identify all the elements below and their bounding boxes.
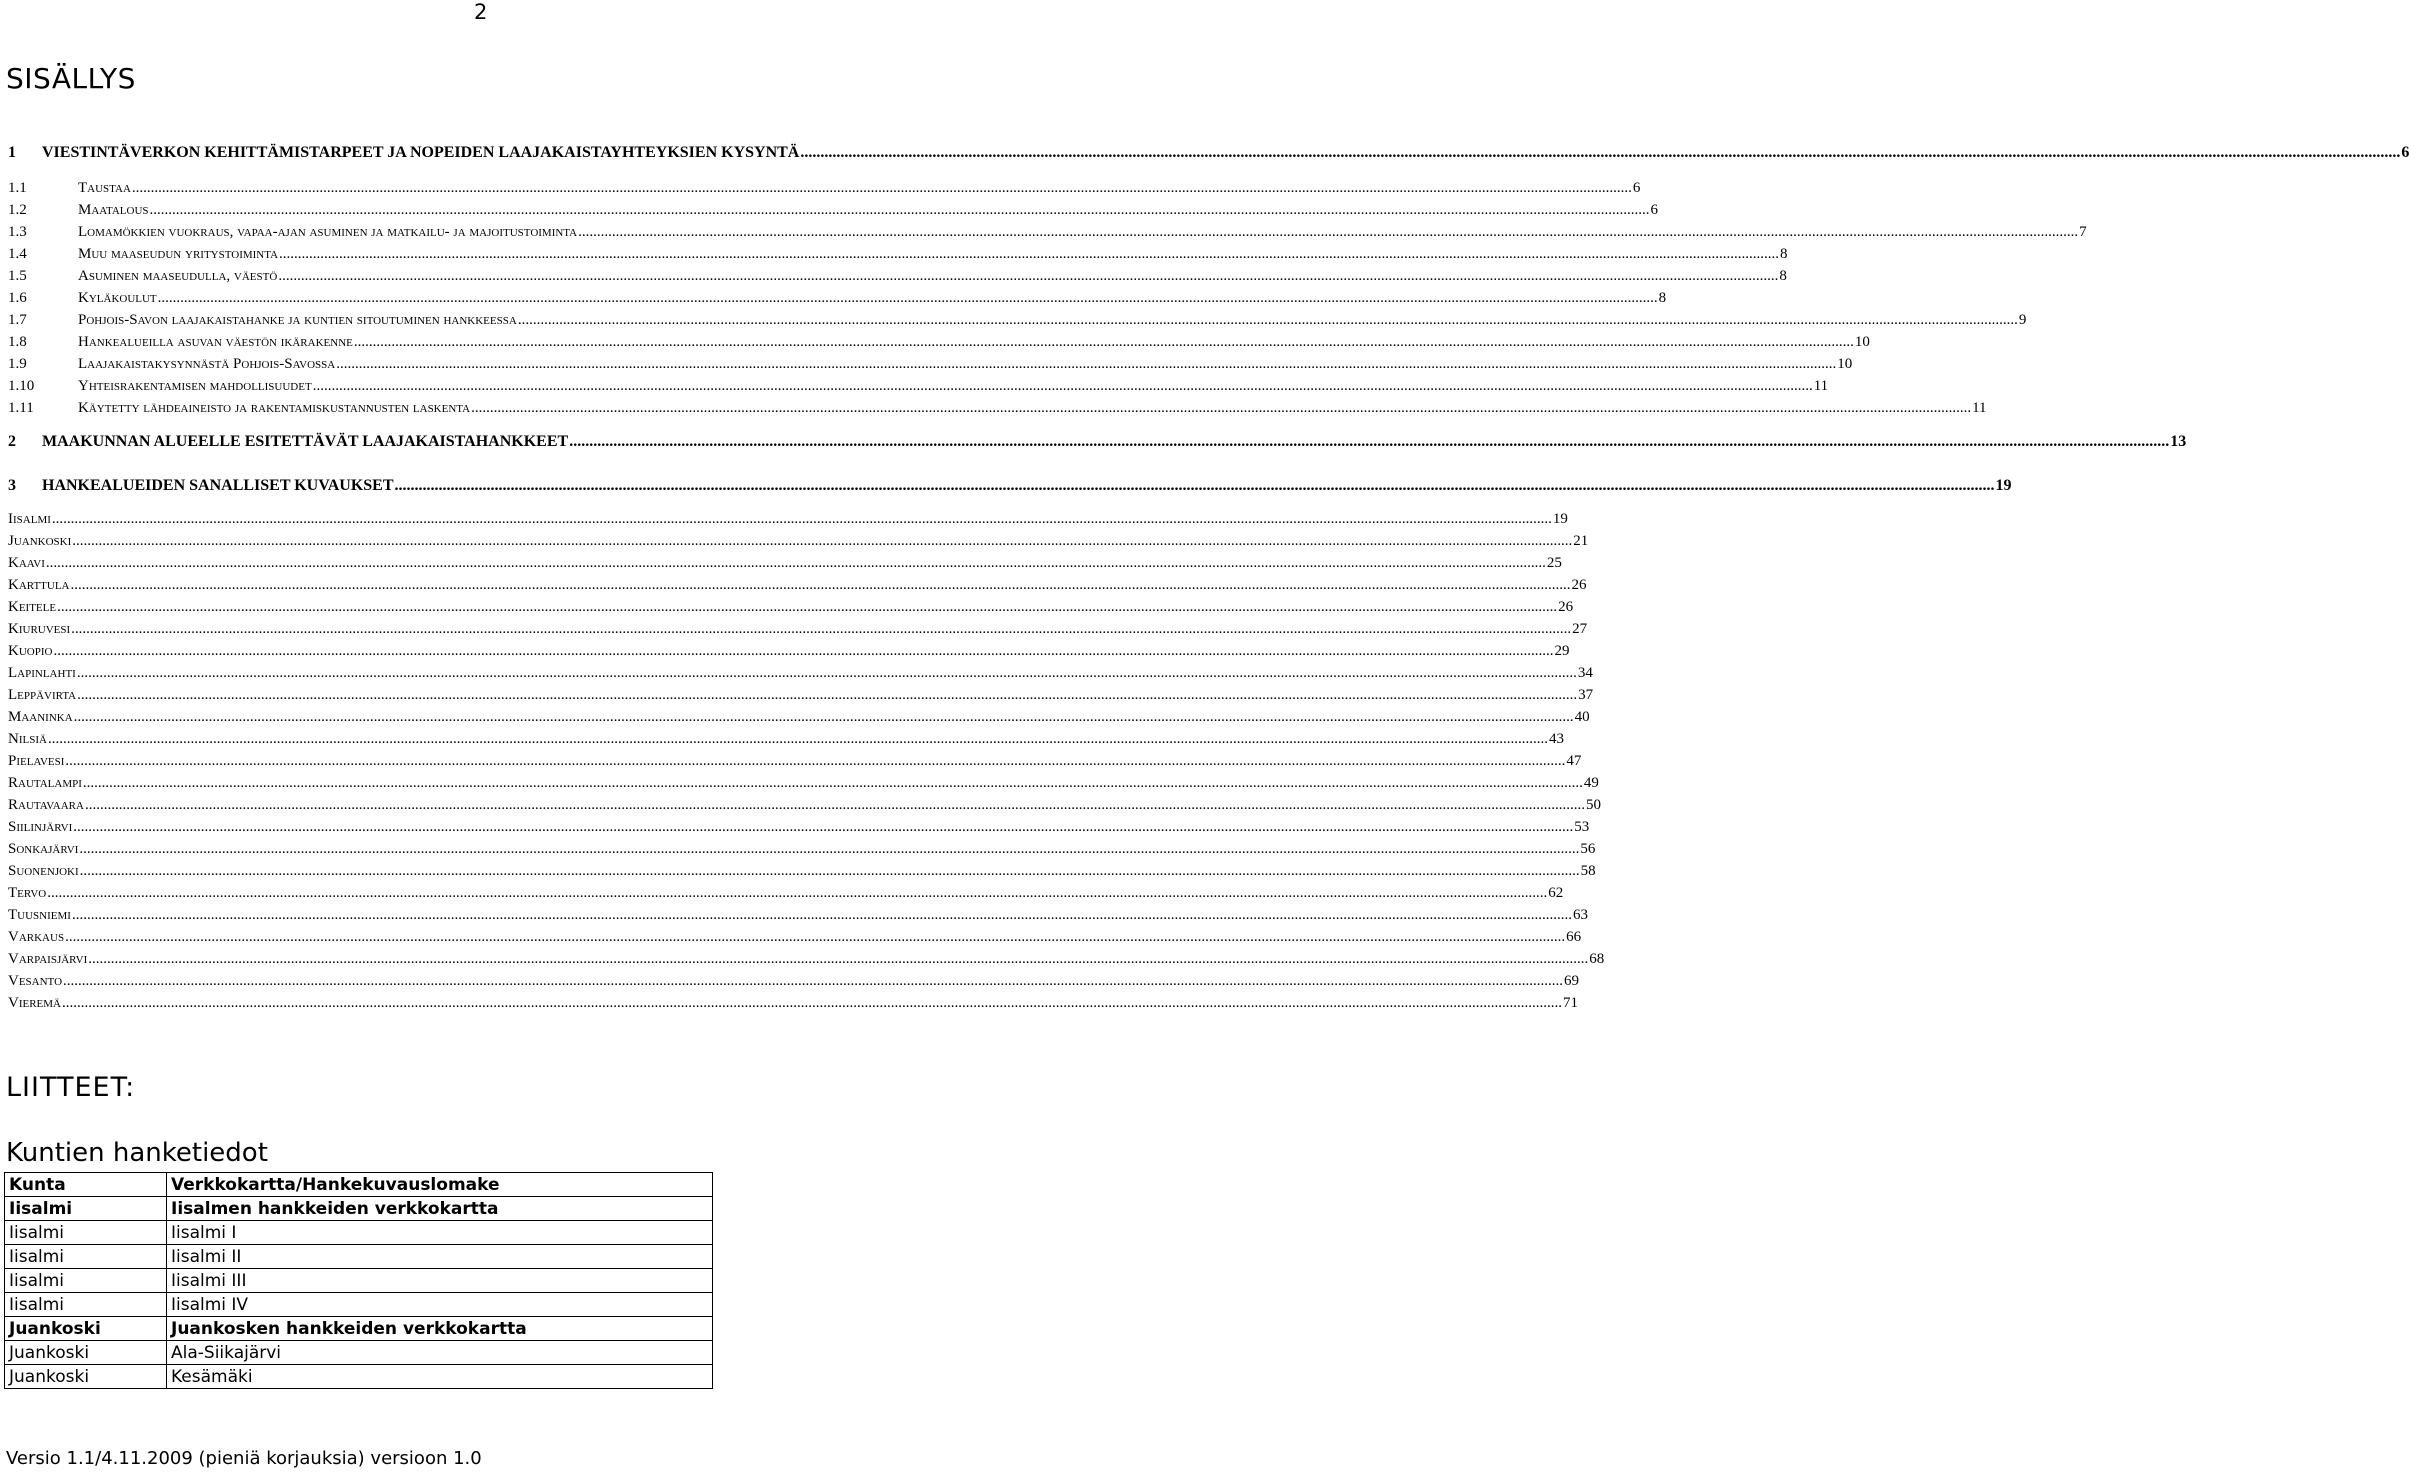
- toc-entry-page: 53: [1574, 819, 1590, 835]
- toc-entry-label: Lomamökkien vuokraus, vapaa-ajan asuminen ja matkailu- ja majoitustoiminta: [78, 224, 578, 240]
- toc-leader-dots: ................................................................................................................................................................................................................................................................................................................................................................................................................: [65, 753, 1566, 769]
- toc-entry-page: 58: [1580, 863, 1596, 879]
- toc-entry-page: 66: [1566, 929, 1582, 945]
- page-number: 2: [474, 0, 488, 24]
- toc-entry[interactable]: [8, 951, 1605, 971]
- table-row: [5, 1197, 713, 1221]
- toc-entry[interactable]: [8, 477, 2012, 497]
- toc-entry-number: 1: [8, 144, 16, 161]
- toc-entry[interactable]: [8, 973, 1580, 993]
- toc-entry[interactable]: [8, 775, 1599, 795]
- toc-entry-page: 63: [1572, 907, 1588, 923]
- toc-entry-number: 3: [8, 477, 16, 494]
- table-row: [5, 1341, 713, 1365]
- toc-entry-label: Asuminen maaseudulla, väestö: [78, 268, 278, 284]
- toc-entry-page: 19: [1995, 477, 2012, 494]
- toc-entry-label: Kiuruvesi: [8, 621, 71, 637]
- toc-leader-dots: ................................................................................................................................................................................................................................................................................................................................................................................................................: [82, 775, 1583, 791]
- toc-leader-dots: ................................................................................................................................................................................................................................................................................................................................................................................................................: [149, 202, 1650, 218]
- toc-leader-dots: ................................................................................................................................................................................................................................................................................................................................................................................................................: [157, 290, 1658, 306]
- toc-entry[interactable]: [8, 555, 1562, 575]
- table-cell: Iisalmi III: [167, 1269, 713, 1293]
- toc-entry-label: Nilsiä: [8, 731, 47, 747]
- toc-entry-label: Kaavi: [8, 555, 45, 571]
- toc-entry-label: Karttula: [8, 577, 70, 593]
- toc-entry-number: 1.3: [8, 224, 27, 240]
- toc-entry[interactable]: [8, 224, 2087, 244]
- toc-entry-number: 1.5: [8, 268, 27, 284]
- toc-leader-dots: ................................................................................................................................................................................................................................................................................................................................................................................................................: [79, 863, 1580, 879]
- toc-leader-dots: ................................................................................................................................................................................................................................................................................................................................................................................................................: [79, 841, 1580, 857]
- toc-leader-dots: ................................................................................................................................................................................................................................................................................................................................................................................................................: [84, 797, 1585, 813]
- toc-entry[interactable]: [8, 268, 1787, 288]
- table-cell: Iisalmi: [5, 1293, 167, 1317]
- toc-entry-page: 34: [1577, 665, 1593, 681]
- table-cell: Iisalmi: [5, 1197, 167, 1221]
- toc-entry-label: Sonkajärvi: [8, 841, 79, 857]
- toc-entry-label: Tervo: [8, 885, 47, 901]
- toc-entry-page: 49: [1583, 775, 1599, 791]
- toc-entry-page: 43: [1548, 731, 1564, 747]
- toc-leader-dots: ................................................................................................................................................................................................................................................................................................................................................................................................................: [131, 180, 1632, 196]
- toc-entry[interactable]: [8, 709, 1590, 729]
- toc-entry-page: 10: [1837, 356, 1853, 372]
- toc-entry-page: 56: [1580, 841, 1596, 857]
- toc-entry-label: Leppävirta: [8, 687, 77, 703]
- toc-entry-page: 8: [1779, 268, 1787, 284]
- toc-entry-page: 21: [1573, 533, 1589, 549]
- toc-leader-dots: ................................................................................................................................................................................................................................................................................................................................................................................................................: [77, 687, 1578, 703]
- toc-entry[interactable]: [8, 312, 2027, 332]
- toc-entry-page: 8: [1658, 290, 1667, 306]
- toc-leader-dots: ................................................................................................................................................................................................................................................................................................................................................................................................................: [394, 477, 1995, 494]
- toc-entry-page: 6: [1650, 202, 1659, 218]
- toc-entry-page: 27: [1572, 621, 1588, 637]
- toc-entry[interactable]: [8, 907, 1588, 927]
- toc-entry-page: 10: [1854, 334, 1870, 350]
- table-cell: Juankoski: [5, 1365, 167, 1389]
- toc-leader-dots: ................................................................................................................................................................................................................................................................................................................................................................................................................: [73, 819, 1574, 835]
- toc-entry[interactable]: [8, 995, 1578, 1015]
- appendix-title: LIITTEET:: [6, 1072, 136, 1103]
- toc-entry-page: 29: [1554, 643, 1570, 659]
- table-cell: Juankoski: [5, 1341, 167, 1365]
- toc-entry[interactable]: [8, 885, 1564, 905]
- toc-entry-label: Tuusniemi: [8, 907, 71, 923]
- toc-entry-label: Vieremä: [8, 995, 61, 1011]
- toc-entry-page: 47: [1566, 753, 1582, 769]
- toc-leader-dots: ................................................................................................................................................................................................................................................................................................................................................................................................................: [517, 312, 2018, 328]
- toc-leader-dots: ................................................................................................................................................................................................................................................................................................................................................................................................................: [336, 356, 1837, 372]
- toc-leader-dots: ................................................................................................................................................................................................................................................................................................................................................................................................................: [51, 511, 1552, 527]
- table-header-cell: Kunta: [5, 1173, 167, 1197]
- toc-entry-label: MAAKUNNAN ALUEELLE ESITETTÄVÄT LAAJAKAISTAHANKKEET: [42, 433, 569, 450]
- toc-entry-number: 1.1: [8, 180, 27, 196]
- table-cell: Juankosken hankkeiden verkkokartta: [167, 1317, 713, 1341]
- version-footer: Versio 1.1/4.11.2009 (pieniä korjauksia) versioon 1.0: [6, 1448, 482, 1469]
- toc-leader-dots: ................................................................................................................................................................................................................................................................................................................................................................................................................: [800, 144, 2401, 161]
- toc-leader-dots: ................................................................................................................................................................................................................................................................................................................................................................................................................: [45, 555, 1546, 571]
- toc-entry-page: 69: [1564, 973, 1580, 989]
- toc-entry-label: Rautalampi: [8, 775, 82, 791]
- toc-entry-number: 1.4: [8, 246, 27, 262]
- toc-entry-label: Lapinlahti: [8, 665, 76, 681]
- toc-entry-page: 62: [1548, 885, 1564, 901]
- toc-leader-dots: ................................................................................................................................................................................................................................................................................................................................................................................................................: [62, 995, 1562, 1011]
- toc-entry-page: 68: [1589, 951, 1605, 967]
- table-cell: Kesämäki: [167, 1365, 713, 1389]
- toc-leader-dots: ................................................................................................................................................................................................................................................................................................................................................................................................................: [53, 643, 1554, 659]
- table-row: [5, 1269, 713, 1293]
- toc-entry[interactable]: [8, 246, 1788, 266]
- toc-entry-label: Kuopio: [8, 643, 53, 659]
- toc-entry-label: Suonenjoki: [8, 863, 79, 879]
- toc-entry-number: 2: [8, 433, 16, 450]
- toc-entry-label: VIESTINTÄVERKON KEHITTÄMISTARPEET JA NOPEIDEN LAAJAKAISTAYHTEYKSIEN KYSYNTÄ: [42, 144, 800, 161]
- toc-entry-label: Iisalmi: [8, 511, 51, 527]
- toc-leader-dots: ................................................................................................................................................................................................................................................................................................................................................................................................................: [471, 400, 1972, 416]
- toc-entry-label: Kyläkoulut: [78, 290, 157, 306]
- toc-entry[interactable]: [8, 202, 1659, 222]
- toc-entry[interactable]: [8, 841, 1596, 861]
- toc-entry[interactable]: [8, 643, 1570, 663]
- toc-leader-dots: ................................................................................................................................................................................................................................................................................................................................................................................................................: [57, 599, 1558, 615]
- toc-entry[interactable]: [8, 929, 1582, 949]
- toc-entry-page: 50: [1585, 797, 1601, 813]
- toc-entry[interactable]: [8, 687, 1594, 707]
- toc-leader-dots: ................................................................................................................................................................................................................................................................................................................................................................................................................: [312, 378, 1813, 394]
- toc-entry-number: 1.10: [8, 378, 35, 394]
- toc-entry[interactable]: [8, 797, 1601, 817]
- toc-entry[interactable]: [8, 753, 1582, 773]
- toc-leader-dots: ................................................................................................................................................................................................................................................................................................................................................................................................................: [71, 907, 1572, 923]
- toc-entry-label: Käytetty lähdeaineisto ja rakentamiskustannusten laskenta: [78, 400, 471, 416]
- toc-entry-label: Rautavaara: [8, 797, 84, 813]
- toc-entry-label: Maatalous: [78, 202, 149, 218]
- toc-entry-page: 6: [1632, 180, 1641, 196]
- toc-entry[interactable]: [8, 599, 1574, 619]
- toc-leader-dots: ................................................................................................................................................................................................................................................................................................................................................................................................................: [569, 433, 2170, 450]
- table-row: [5, 1293, 713, 1317]
- table-row: [5, 1221, 713, 1245]
- table-row: [5, 1365, 713, 1389]
- toc-entry-page: 37: [1578, 687, 1594, 703]
- toc-leader-dots: ................................................................................................................................................................................................................................................................................................................................................................................................................: [72, 533, 1573, 549]
- table-cell: Juankoski: [5, 1317, 167, 1341]
- table-cell: Ala-Siikajärvi: [167, 1341, 713, 1365]
- toc-entry[interactable]: [8, 290, 1667, 310]
- toc-leader-dots: ................................................................................................................................................................................................................................................................................................................................................................................................................: [70, 577, 1571, 593]
- toc-entry-label: Maaninka: [8, 709, 73, 725]
- toc-leader-dots: ................................................................................................................................................................................................................................................................................................................................................................................................................: [65, 929, 1566, 945]
- toc-entry-page: 8: [1780, 246, 1788, 262]
- table-title: Kuntien hanketiedot: [6, 1138, 268, 1168]
- toc-entry-label: Juankoski: [8, 533, 72, 549]
- table-cell: Iisalmi I: [167, 1221, 713, 1245]
- toc-entry-label: Muu maaseudun yritystoiminta: [78, 246, 279, 262]
- toc-entry-number: 1.11: [8, 400, 34, 416]
- toc-entry[interactable]: [8, 511, 1568, 531]
- toc-entry-page: 26: [1571, 577, 1587, 593]
- table-row: [5, 1245, 713, 1269]
- toc-title: SISÄLLYS: [6, 62, 136, 95]
- toc-entry-page: 26: [1558, 599, 1574, 615]
- toc-entry-label: Pielavesi: [8, 753, 65, 769]
- toc-entry-label: Yhteisrakentamisen mahdollisuudet: [78, 378, 312, 394]
- table-cell: Iisalmi IV: [167, 1293, 713, 1317]
- toc-leader-dots: ................................................................................................................................................................................................................................................................................................................................................................................................................: [76, 665, 1577, 681]
- table-cell: Iisalmi: [5, 1245, 167, 1269]
- toc-leader-dots: ................................................................................................................................................................................................................................................................................................................................................................................................................: [278, 268, 1779, 284]
- toc-leader-dots: ................................................................................................................................................................................................................................................................................................................................................................................................................: [47, 731, 1548, 747]
- toc-entry-label: Siilinjärvi: [8, 819, 73, 835]
- toc-entry-page: 25: [1546, 555, 1562, 571]
- toc-entry-page: 6: [2401, 144, 2409, 161]
- toc-leader-dots: ................................................................................................................................................................................................................................................................................................................................................................................................................: [578, 224, 2079, 240]
- table-cell: Iisalmen hankkeiden verkkokartta: [167, 1197, 713, 1221]
- toc-entry-page: 7: [2079, 224, 2087, 240]
- toc-entry-page: 71: [1563, 995, 1578, 1011]
- toc-entry-label: Varpaisjärvi: [8, 951, 88, 967]
- table-header-cell: Verkkokartta/Hankekuvauslomake: [167, 1173, 713, 1197]
- table-header-row: [5, 1173, 713, 1197]
- appendix-table: [4, 1172, 713, 1389]
- toc-entry-page: 11: [1813, 378, 1829, 394]
- toc-leader-dots: ................................................................................................................................................................................................................................................................................................................................................................................................................: [63, 973, 1564, 989]
- toc-entry-page: 19: [1552, 511, 1568, 527]
- toc-entry-number: 1.7: [8, 312, 27, 328]
- table-row: [5, 1317, 713, 1341]
- toc-entry-label: HANKEALUEIDEN SANALLISET KUVAUKSET: [42, 477, 394, 494]
- toc-entry[interactable]: [8, 433, 2187, 453]
- toc-entry[interactable]: [8, 533, 1589, 553]
- toc-entry[interactable]: [8, 665, 1593, 685]
- toc-entry-page: 13: [2170, 433, 2187, 450]
- table-cell: Iisalmi: [5, 1221, 167, 1245]
- toc-entry-label: Pohjois-Savon laajakaistahanke ja kuntien sitoutuminen hankkeessa: [78, 312, 517, 328]
- toc-entry-label: Varkaus: [8, 929, 65, 945]
- toc-entry[interactable]: [8, 731, 1564, 751]
- toc-entry-page: 40: [1574, 709, 1590, 725]
- toc-entry-number: 1.8: [8, 334, 27, 350]
- toc-entry[interactable]: [8, 144, 2409, 164]
- toc-entry[interactable]: [8, 180, 1641, 200]
- toc-entry-label: Laajakaistakysynnästä Pohjois-Savossa: [78, 356, 336, 372]
- toc-entry-label: Hankealueilla asuvan väestön ikärakenne: [78, 334, 353, 350]
- toc-leader-dots: ................................................................................................................................................................................................................................................................................................................................................................................................................: [88, 951, 1589, 967]
- toc-entry-number: 1.2: [8, 202, 27, 218]
- toc-entry[interactable]: [8, 378, 1829, 398]
- toc-entry-label: Keitele: [8, 599, 57, 615]
- toc-entry-page: 11: [1972, 400, 1987, 416]
- toc-entry-number: 1.9: [8, 356, 27, 372]
- toc-entry[interactable]: [8, 334, 1870, 354]
- toc-entry[interactable]: [8, 577, 1587, 597]
- toc-leader-dots: ................................................................................................................................................................................................................................................................................................................................................................................................................: [279, 246, 1780, 262]
- toc-entry-number: 1.6: [8, 290, 27, 306]
- toc-entry[interactable]: [8, 400, 1987, 420]
- table-cell: Iisalmi: [5, 1269, 167, 1293]
- toc-leader-dots: ................................................................................................................................................................................................................................................................................................................................................................................................................: [47, 885, 1548, 901]
- toc-entry[interactable]: [8, 621, 1588, 641]
- toc-leader-dots: ................................................................................................................................................................................................................................................................................................................................................................................................................: [353, 334, 1854, 350]
- toc-entry-label: Vesanto: [8, 973, 63, 989]
- toc-entry-page: 9: [2018, 312, 2027, 328]
- table-cell: Iisalmi II: [167, 1245, 713, 1269]
- toc-entry[interactable]: [8, 819, 1590, 839]
- toc-entry-label: Taustaa: [78, 180, 131, 196]
- toc-leader-dots: ................................................................................................................................................................................................................................................................................................................................................................................................................: [71, 621, 1572, 637]
- toc-entry[interactable]: [8, 356, 1853, 376]
- toc-leader-dots: ................................................................................................................................................................................................................................................................................................................................................................................................................: [73, 709, 1574, 725]
- toc-entry[interactable]: [8, 863, 1596, 883]
